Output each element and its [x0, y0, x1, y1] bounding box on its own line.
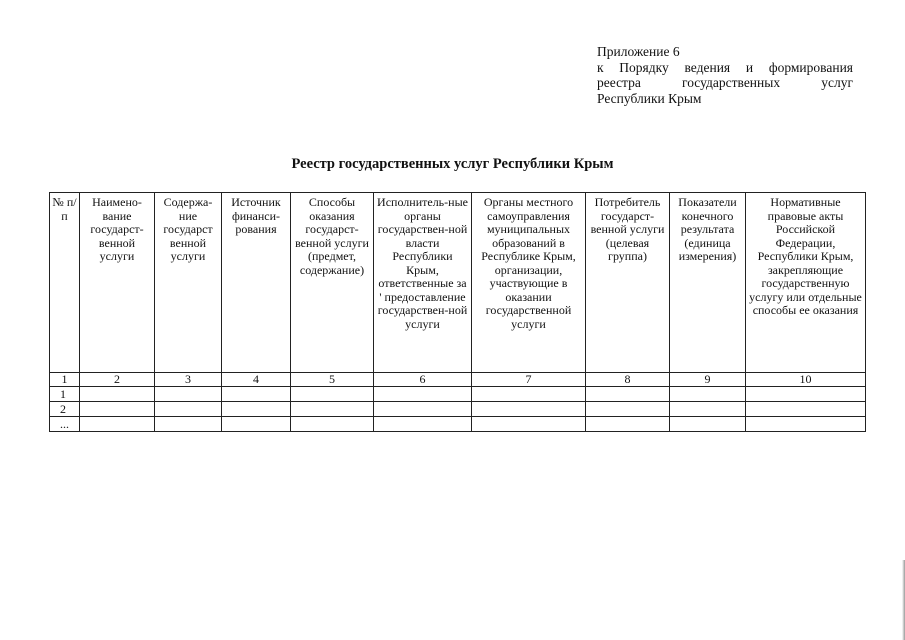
table-cell	[155, 387, 222, 402]
column-header: Нормативные правовые акты Российской Федерации, Республики Крым, закрепляющие государственную услугу или отдельные способы ее оказания	[746, 193, 866, 373]
column-number: 2	[80, 373, 155, 387]
table-cell	[670, 402, 746, 417]
column-number: 3	[155, 373, 222, 387]
table-cell	[291, 417, 374, 432]
table-cell	[291, 402, 374, 417]
table-cell	[670, 417, 746, 432]
column-number: 10	[746, 373, 866, 387]
table-cell	[374, 417, 472, 432]
registry-table	[49, 192, 866, 432]
table-cell	[586, 402, 670, 417]
column-number-row	[50, 373, 866, 387]
table-cell	[80, 402, 155, 417]
appendix-reference-line-3: Республики Крым	[597, 90, 702, 106]
table-cell	[586, 417, 670, 432]
column-header: Исполнитель-ные органы государствен-ной власти Республики Крым, ответственные за ' предоставление государствен-ной услуги	[374, 193, 472, 373]
table-cell	[586, 387, 670, 402]
appendix-reference-line-1: к Порядку ведения и формирования	[597, 59, 853, 75]
table-cell	[291, 387, 374, 402]
appendix-reference-line-2: реестра государственных услуг	[597, 75, 853, 90]
table-cell	[746, 402, 866, 417]
column-header: Способы оказания государст-венной услуги (предмет, содержание)	[291, 193, 374, 373]
document-title: Реестр государственных услуг Республики Крым	[291, 156, 614, 172]
appendix-note	[597, 44, 853, 106]
table-cell	[80, 417, 155, 432]
table-cell	[222, 402, 291, 417]
table-cell	[222, 387, 291, 402]
column-header: Потребитель государст-венной услуги (целевая группа)	[586, 193, 670, 373]
table-cell	[670, 387, 746, 402]
table-cell	[472, 402, 586, 417]
table-cell	[374, 402, 472, 417]
appendix-number: Приложение 6	[597, 44, 680, 59]
column-header: Показатели конечного результата (единица измерения)	[670, 193, 746, 373]
column-number: 7	[472, 373, 586, 387]
row-number: 1	[50, 387, 80, 402]
table-cell	[472, 417, 586, 432]
column-number: 5	[291, 373, 374, 387]
table-row	[50, 402, 866, 417]
column-number: 9	[670, 373, 746, 387]
column-number: 8	[586, 373, 670, 387]
row-number: ...	[50, 417, 80, 432]
column-header: Содержа-ние государст венной услуги	[155, 193, 222, 373]
table-cell	[472, 387, 586, 402]
column-header: № п/п	[50, 193, 80, 373]
row-number: 2	[50, 402, 80, 417]
column-header: Источник финанси-рования	[222, 193, 291, 373]
table-cell	[80, 387, 155, 402]
column-number: 4	[222, 373, 291, 387]
table-cell	[746, 417, 866, 432]
column-number: 1	[50, 373, 80, 387]
column-number: 6	[374, 373, 472, 387]
table-cell	[155, 417, 222, 432]
table-cell	[222, 417, 291, 432]
table-cell	[746, 387, 866, 402]
table-cell	[155, 402, 222, 417]
table-row	[50, 387, 866, 402]
column-header: Органы местного самоуправления муниципальных образований в Республике Крым, организации, участвующие в оказании государственной услуги	[472, 193, 586, 373]
column-header: Наимено-вание государст-венной услуги	[80, 193, 155, 373]
header-row	[50, 193, 866, 373]
table-cell	[374, 387, 472, 402]
table-row	[50, 417, 866, 432]
